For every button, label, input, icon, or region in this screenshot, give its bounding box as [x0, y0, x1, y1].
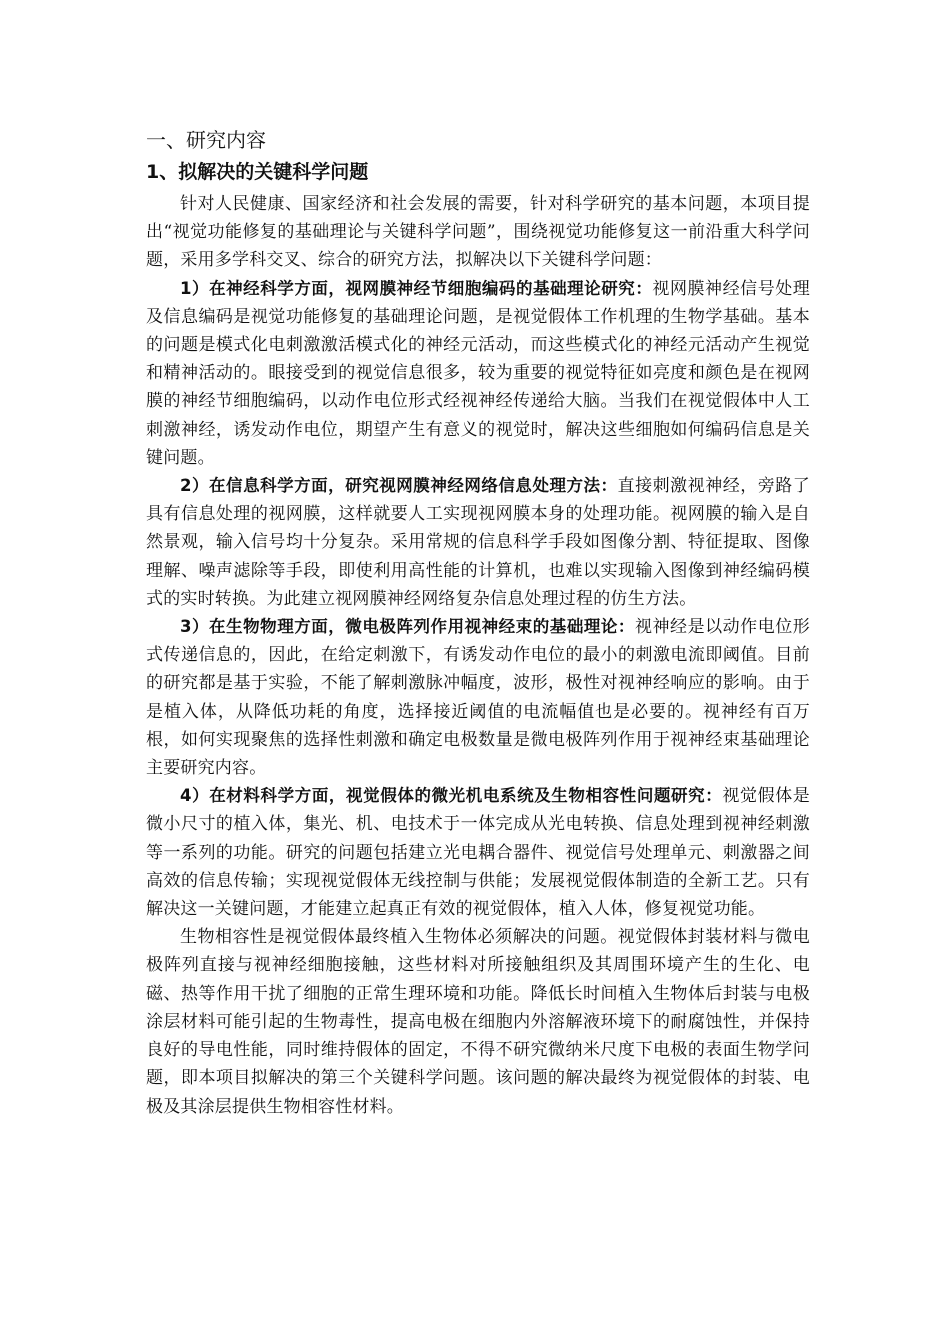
item-lead-1: 1）在神经科学方面，视网膜神经节细胞编码的基础理论研究：	[180, 278, 653, 298]
subsection-title: 1、拟解决的关键科学问题	[146, 161, 369, 183]
item-paragraph-4	[146, 782, 810, 923]
item-body-3: 视神经是以动作电位形式传递信息的，因此，在给定刺激下，有诱发动作电位的最小的刺激电流即阈值。目前的研究都是基于实验，不能了解刺激脉冲幅度，波形，极性对视神经响应的影响。由于是植入体，从降低功耗的角度，选择接近阈值的电流幅值也是必要的。视神经有百万根，如何实现聚焦的选择性刺激和确定电极数量是微电极阵列作用于视神经束基础理论主要研究内容。	[146, 617, 810, 779]
item-body-2: 直接刺激视神经，旁路了具有信息处理的视网膜，这样就要人工实现视网膜本身的处理功能。视网膜的输入是自然景观，输入信号均十分复杂。采用常规的信息科学手段如图像分割、特征提取、图像理解、噪声滤除等手段，即使利用高性能的计算机，也难以实现输入图像到神经编码模式的实时转换。为此建立视网膜神经网络复杂信息处理过程的仿生方法。	[146, 476, 811, 609]
intro-paragraph: 针对人民健康、国家经济和社会发展的需要，针对科学研究的基本问题，本项目提出“视觉功能修复的基础理论与关键科学问题”，围绕视觉功能修复这一前沿重大科学问题，采用多学科交叉、综合的研究方法，拟解决以下关键科学问题：	[146, 194, 810, 271]
item-lead-3: 3）在生物物理方面，微电极阵列作用视神经束的基础理论：	[180, 617, 635, 637]
item-lead-2: 2）在信息科学方面，研究视网膜神经网络信息处理方法：	[180, 476, 618, 496]
section-title: 一、研究内容	[146, 128, 266, 152]
item-paragraph-3	[146, 613, 810, 782]
item-body-4: 视觉假体是微小尺寸的植入体，集光、机、电技术于一体完成从光电转换、信息处理到视神经刺激等一系列的功能。研究的问题包括建立光电耦合器件、视觉信号处理单元、刺激器之间高效的信息传输；实现视觉假体无线控制与供能；发展视觉假体制造的全新工艺。只有解决这一关键问题，才能建立起真正有效的视觉假体，植入人体，修复视觉功能。	[146, 786, 810, 920]
document-page	[146, 124, 810, 1121]
item-paragraph-2	[146, 472, 810, 613]
item-body-1: 视网膜神经信号处理及信息编码是视觉功能修复的基础理论问题，是视觉假体工作机理的生物学基础。基本的问题是模式化电刺激激活模式化的神经元活动，而这些模式化的神经元活动产生视觉和精神活动的。眼接受到的视觉信息很多，较为重要的视觉特征如亮度和颜色是在视网膜的神经节细胞编码，以动作电位形式经视神经传递给大脑。当我们在视觉假体中人工刺激神经，诱发动作电位，期望产生有意义的视觉时，解决这些细胞如何编码信息是关键问题。	[146, 278, 810, 468]
item-paragraph-1	[146, 275, 810, 472]
item-lead-4: 4）在材料科学方面，视觉假体的微光机电系统及生物相容性问题研究：	[180, 786, 723, 806]
closing-paragraph: 生物相容性是视觉假体最终植入生物体必须解决的问题。视觉假体封装材料与微电极阵列直接与视神经细胞接触，这些材料对所接触组织及其周围环境产生的生化、电磁、热等作用干扰了细胞的正常生理环境和功能。降低长时间植入生物体后封装与电极涂层材料可能引起的生物毒性，提高电极在细胞内外溶解液环境下的耐腐蚀性，并保持良好的导电性能，同时维持假体的固定，不得不研究微纳米尺度下电极的表面生物学问题，即本项目拟解决的第三个关键科学问题。该问题的解决最终为视觉假体的封装、电极及其涂层提供生物相容性材料。	[146, 927, 810, 1117]
